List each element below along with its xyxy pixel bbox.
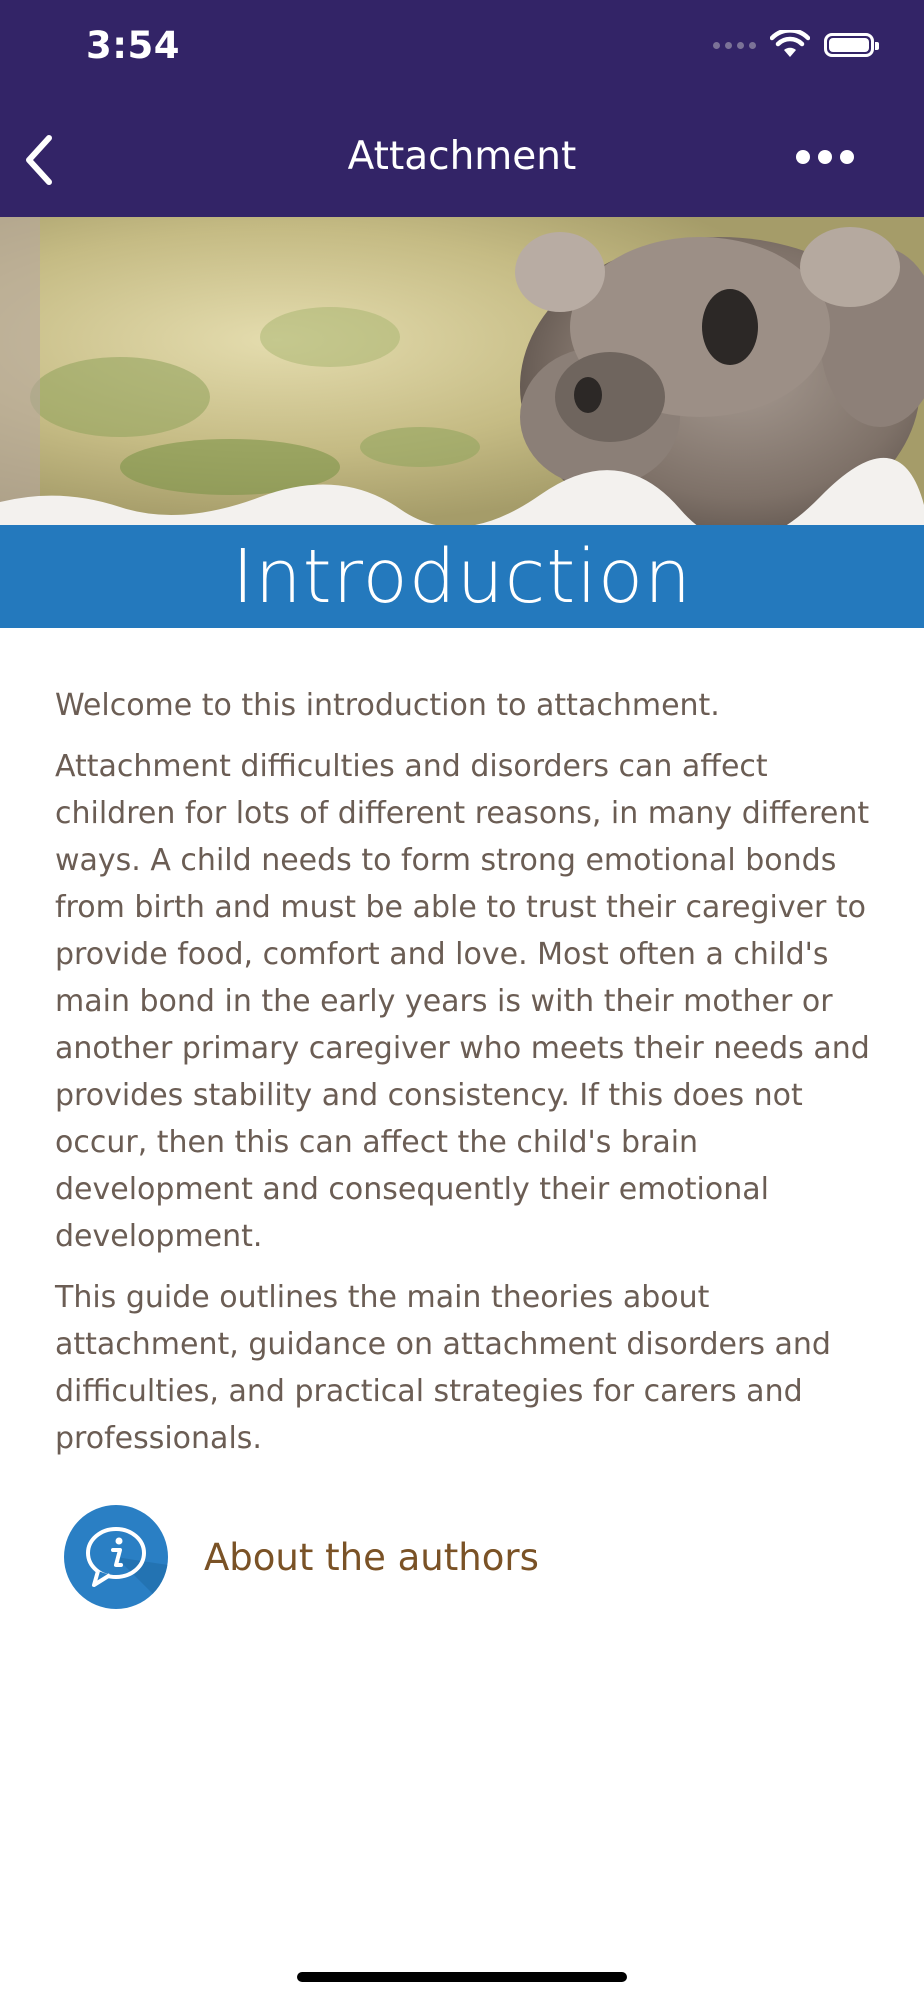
- battery-icon: [824, 33, 874, 57]
- cellular-signal-icon: [713, 42, 756, 49]
- intro-content: [55, 682, 875, 1476]
- about-the-authors-link[interactable]: [64, 1505, 539, 1609]
- paragraph: Welcome to this introduction to attachment.: [55, 688, 720, 723]
- info-speech-bubble-icon: [64, 1505, 168, 1609]
- about-the-authors-label: About the authors: [204, 1535, 539, 1579]
- status-time: 3:54: [86, 24, 181, 67]
- status-icons: [713, 30, 874, 60]
- top-bar: [0, 0, 924, 217]
- koala-hero-image: [0, 217, 924, 525]
- wifi-icon: [770, 30, 810, 60]
- more-options-button[interactable]: [796, 150, 854, 164]
- nav-title: Attachment: [347, 134, 577, 179]
- introduction-banner: [0, 525, 924, 628]
- home-indicator[interactable]: [297, 1972, 627, 1982]
- section-title: Introduction: [231, 533, 693, 620]
- paragraph: This guide outlines the main theories about attachment, guidance on attachment disorders and difficulties, and practical strategies for carers and professionals.: [55, 1280, 831, 1456]
- paragraph: Attachment difficulties and disorders can affect children for lots of different reasons, in many different ways. A child needs to form strong emotional bonds from birth and must be able to trust their caregiver to provide food, comfort and love. Most often a child's main bond in the early years is with their mother or another primary caregiver who meets their needs and provides stability and consistency. If this does not occur, then this can affect the child's brain development and consequently their emotional development.: [55, 749, 870, 1254]
- ellipsis-icon: [796, 150, 810, 164]
